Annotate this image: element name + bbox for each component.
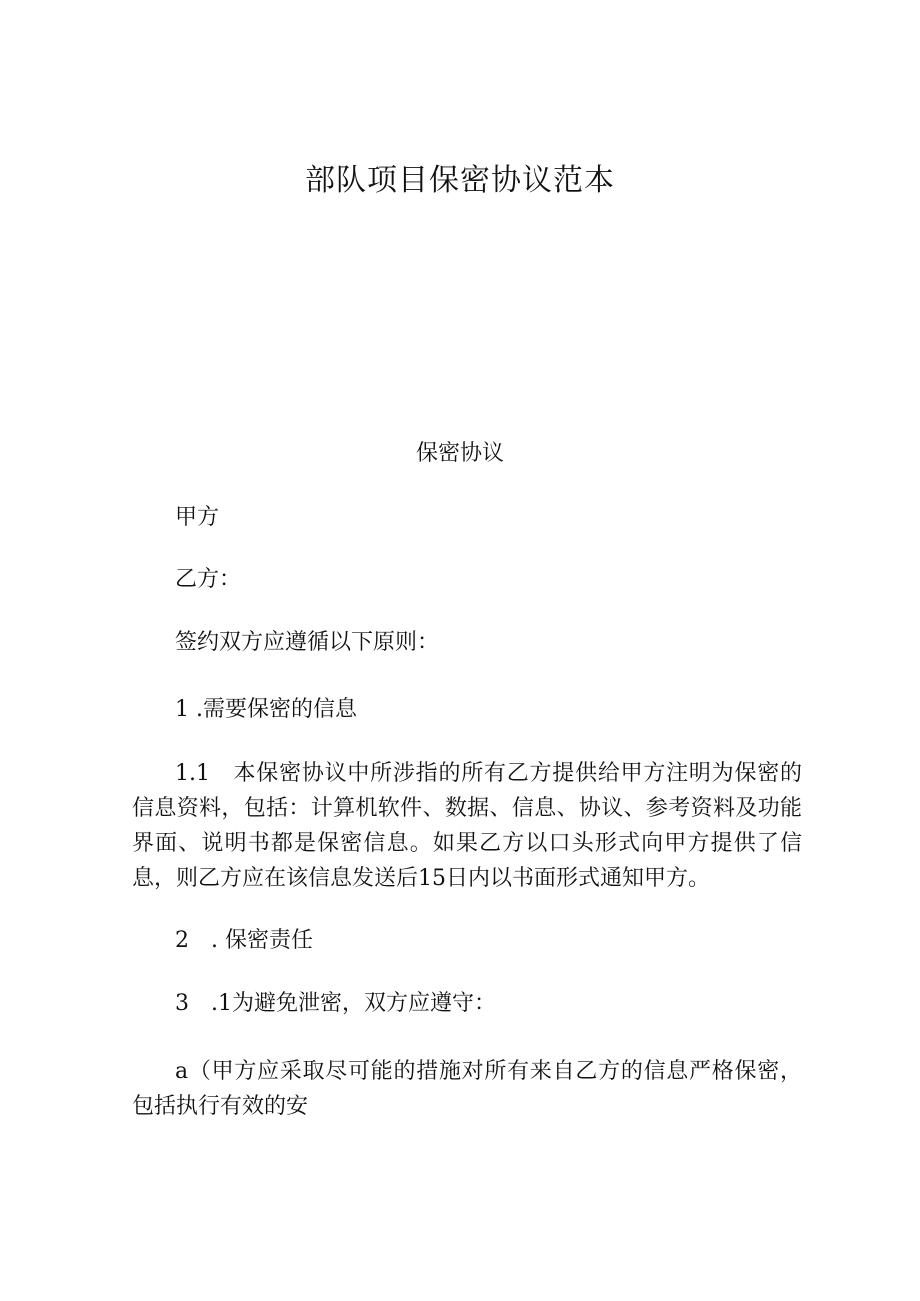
- section-1-1-paragraph: 1.1 本保密协议中所涉指的所有乙方提供给甲方注明为保密的信息资料，包括：计算机软件、数据、信息、协议、参考资料及功能界面、说明书都是保密信息。如果乙方以口头形式向甲方提供了信息，则乙方应在该信息发送后15日内以书面形式通知甲方。: [132, 761, 802, 891]
- section-3-1-line: 3 .1为避免泄密，双方应遵守：: [175, 991, 496, 1016]
- section-1-heading: 1 .需要保密的信息: [175, 697, 357, 722]
- party-b-line: 乙方：: [175, 567, 242, 592]
- clause-a-paragraph: a（甲方应采取尽可能的措施对所有来自乙方的信息严格保密，包括执行有效的安: [132, 1059, 802, 1119]
- party-a-line: 甲方: [175, 505, 220, 530]
- agreement-subtitle: 保密协议: [415, 441, 504, 466]
- section-2-heading: 2 . 保密责任: [175, 928, 313, 953]
- document-title: 部队项目保密协议范本: [305, 163, 615, 198]
- principles-intro: 签约双方应遵循以下原则：: [175, 630, 440, 655]
